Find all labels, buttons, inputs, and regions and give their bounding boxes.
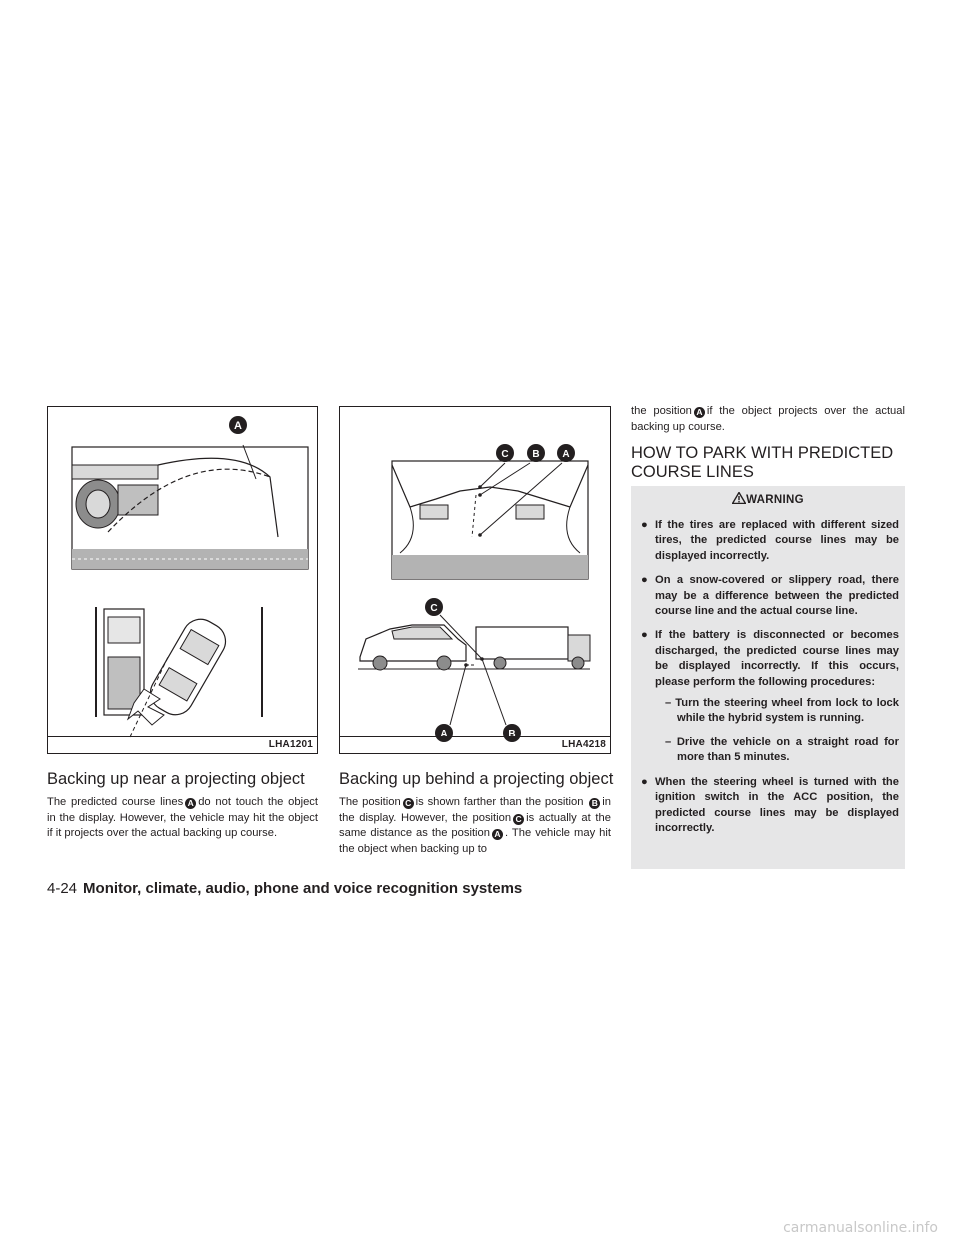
- figure-behind-object: [339, 406, 611, 754]
- callout-b-lower: B: [508, 729, 516, 740]
- page-number: 4-24: [47, 880, 78, 897]
- page-footer: [47, 880, 522, 898]
- warning-heading: WARNING: [631, 492, 905, 506]
- warning-sub-list: [655, 696, 899, 766]
- figure-code: LHA1201: [268, 739, 313, 750]
- ref-marker: A: [185, 798, 196, 809]
- warning-item: ● If the tires are replaced with different sized tires, the predicted course lines may be displayed incorrectly.: [641, 519, 899, 562]
- figure-illustration: [340, 407, 611, 754]
- warning-sub-item: – Turn the steering wheel from lock to lock while the hybrid system is running.: [665, 697, 899, 725]
- warning-item: ● On a snow-covered or slippery road, there may be a difference between the predicted course line and the actual course line.: [641, 574, 899, 618]
- section-body-projecting: The predicted course lines A do not touch the object in the display. However, the vehicle may hit the object if it projects over the actual backing up course.: [47, 796, 319, 840]
- callout-c-lower: C: [430, 603, 438, 614]
- callout-a-lower: A: [440, 729, 448, 740]
- warning-sub-item: – Drive the vehicle on a straight road for more than 5 minutes.: [665, 735, 899, 764]
- section-body-behind: The position C is shown farther than the position B in the display. However, the position C is actually at the same distance as the position A . The vehicle may hit the object when backing up to: [339, 796, 611, 855]
- callout-c: C: [501, 449, 509, 460]
- section-title-projecting: Backing up near a projecting object: [47, 770, 305, 788]
- warning-box: [631, 486, 905, 869]
- section-body-behind-continued: the position A if the object projects over the actual backing up course.: [631, 405, 905, 433]
- section-title-behind: Backing up behind a projecting object: [339, 770, 614, 788]
- figure-code: LHA4218: [561, 739, 606, 750]
- callout-a: A: [562, 449, 570, 460]
- warning-list: [641, 518, 899, 845]
- truck-cargo: [476, 627, 568, 659]
- callout-b: B: [532, 449, 540, 460]
- section-title-howto: HOW TO PARK WITH PREDICTED COURSE LINES: [631, 444, 894, 481]
- warning-triangle-icon: [732, 492, 746, 504]
- reversing-car: [144, 613, 232, 722]
- chapter-title: Monitor, climate, audio, phone and voice recognition systems: [83, 880, 523, 897]
- figure-projecting-object: [47, 406, 318, 754]
- warning-item: ● If the battery is disconnected or becomes discharged, the predicted course lines may be displayed incorrectly. If this occurs, please perform the following procedures: – Turn the steering wheel from lock to lock while the hybrid system is running. – Drive the vehicle on a straight road for more than 5 minutes.: [641, 628, 899, 765]
- callout-a: A: [234, 420, 242, 432]
- figure-illustration: [48, 407, 318, 754]
- warning-item: ● When the steering wheel is turned with the ignition switch in the ACC position, the predicted course lines may be displayed incorrectly.: [641, 775, 899, 834]
- watermark: carmanualsonline.info: [783, 1220, 938, 1236]
